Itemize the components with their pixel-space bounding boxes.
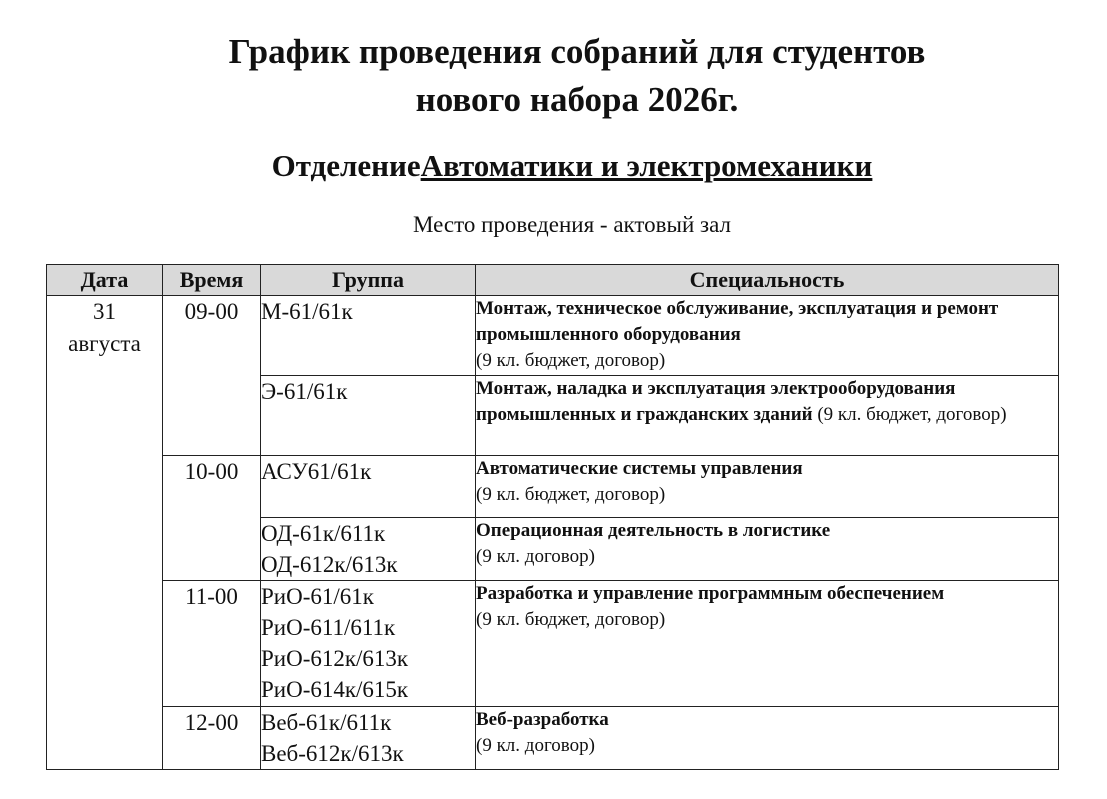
specialty-note: (9 кл. договор) <box>476 546 595 567</box>
table-row <box>47 456 1059 518</box>
column-header-date: Дата <box>47 265 163 296</box>
department-heading <box>0 146 1107 186</box>
specialty-title: Разработка и управление программным обеспечением <box>476 583 945 604</box>
group-cell <box>261 376 476 456</box>
group-name: Э-61/61к <box>261 379 348 404</box>
date-cell <box>47 296 163 770</box>
table-row <box>47 707 1059 770</box>
time-cell: 09-00 <box>163 296 261 456</box>
specialty-title: Монтаж, техническое обслуживание, эксплуатация и ремонт промышленного оборудования <box>476 298 999 345</box>
specialty-note: (9 кл. бюджет, договор) <box>476 350 666 371</box>
specialty-title: Монтаж, наладка и эксплуатация электрооборудования промышленных и гражданских зданий <box>476 378 956 425</box>
time-cell: 12-00 <box>163 707 261 770</box>
department-name: Автоматики и электромеханики <box>420 148 873 183</box>
column-header-group: Группа <box>261 265 476 296</box>
group-name: АСУ61/61к <box>261 459 372 484</box>
group-cell <box>261 518 476 581</box>
group-name: ОД-61к/611к <box>261 521 386 546</box>
specialty-cell <box>476 456 1059 518</box>
date-month: августа <box>68 331 141 356</box>
group-name: РиО-61/61к <box>261 584 374 609</box>
specialty-note: (9 кл. договор) <box>476 735 595 756</box>
group-cell <box>261 296 476 376</box>
title-line-1: График проведения собраний для студентов <box>228 32 926 71</box>
column-header-time: Время <box>163 265 261 296</box>
group-name: ОД-612к/613к <box>261 552 398 577</box>
table-header-row <box>47 265 1059 296</box>
group-name: Веб-61к/611к <box>261 710 392 735</box>
schedule-table <box>46 264 1059 770</box>
group-name: Веб-612к/613к <box>261 741 404 766</box>
date-day: 31 <box>93 299 116 324</box>
specialty-cell <box>476 581 1059 707</box>
group-name: РиО-614к/615к <box>261 677 409 702</box>
time-cell: 10-00 <box>163 456 261 581</box>
specialty-title: Операционная деятельность в логистике <box>476 520 831 541</box>
specialty-note: (9 кл. бюджет, договор) <box>476 609 666 630</box>
group-name: РиО-612к/613к <box>261 646 409 671</box>
department-prefix: Отделение <box>271 148 421 183</box>
venue-text: Место проведения - актовый зал <box>412 212 731 237</box>
specialty-cell <box>476 296 1059 376</box>
specialty-cell <box>476 376 1059 456</box>
specialty-cell <box>476 707 1059 770</box>
group-name: РиО-611/611к <box>261 615 396 640</box>
group-cell <box>261 581 476 707</box>
specialty-note: (9 кл. бюджет, договор) <box>817 404 1007 425</box>
specialty-title: Веб-разработка <box>476 709 609 730</box>
column-header-specialty: Специальность <box>476 265 1059 296</box>
table-row <box>47 581 1059 707</box>
group-cell <box>261 456 476 518</box>
document-title <box>0 28 1107 124</box>
time-cell: 11-00 <box>163 581 261 707</box>
specialty-title: Автоматические системы управления <box>476 458 803 479</box>
group-name: М-61/61к <box>261 299 353 324</box>
specialty-cell <box>476 518 1059 581</box>
title-line-2: нового набора 2026г. <box>415 80 739 119</box>
group-cell <box>261 707 476 770</box>
specialty-note: (9 кл. бюджет, договор) <box>476 484 666 505</box>
table-row <box>47 296 1059 376</box>
